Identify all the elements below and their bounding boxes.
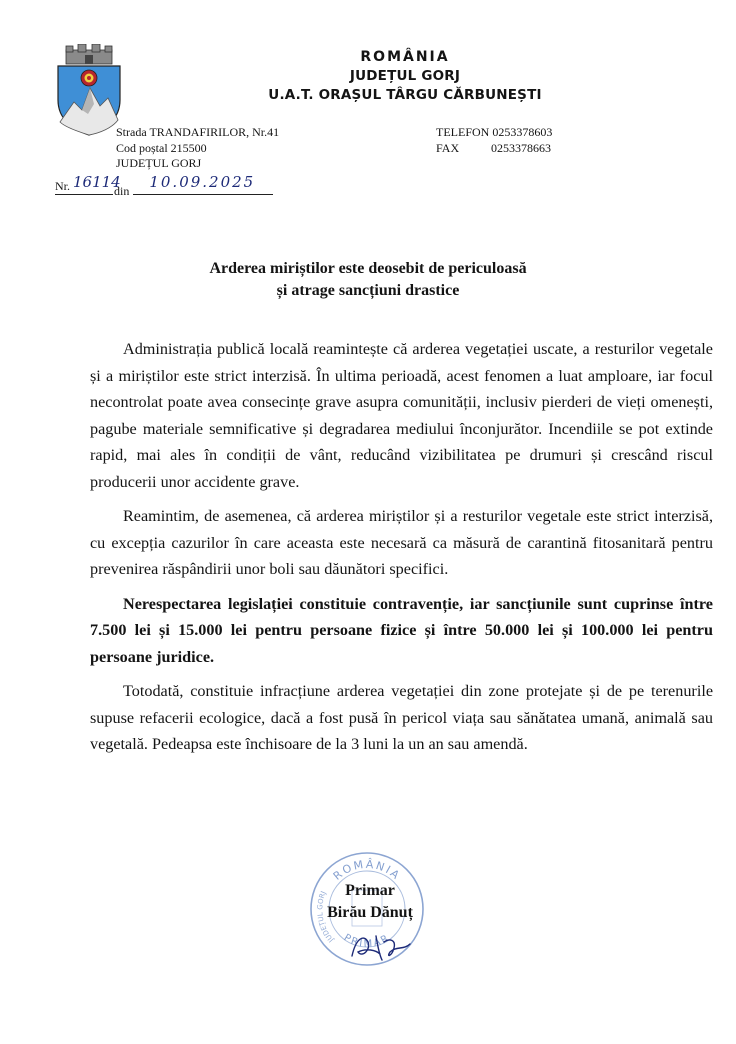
institution-header (225, 48, 585, 105)
phone-number: 0253378603 (492, 125, 553, 139)
phone-label: TELEFON (436, 125, 490, 139)
address-postal: Cod poștal 215500 (116, 140, 207, 155)
title-line-1: Arderea miriștilor este deosebit de periculoasă (209, 260, 527, 277)
paragraph-4: Totodată, constituie infracțiune arderea vegetației din zone protejate și de pe terenurile supuse refacerii ecologice, dacă a fost pusă în pericol viața sau sănătatea umană, animală sau vegetală. Pedeapsa este închisoare de la 3 luni la un an sau amendă. (90, 682, 713, 753)
registration-line (55, 173, 273, 199)
registration-number: 16114 (73, 173, 121, 191)
header-county: JUDEȚUL GORJ (349, 68, 461, 84)
header-country: ROMÂNIA (360, 49, 450, 65)
registration-din-label: din (114, 184, 130, 198)
stamp-left-text: JUDEȚUL GORJ (316, 890, 336, 944)
address-block (116, 125, 279, 172)
paragraph-1: Administrația publică locală reamintește că arderea vegetației uscate, a resturilor vegetale și a miriștilor este strict interzisă. În ultima perioadă, acest fenomen a luat amploare, iar focul necontrolat poate avea consecințe grave asupra comunității, inclusiv pierderi de vieți omenești, pagube materiale semnificative și degradarea mediului înconjurător. Incendiile se pot extinde rapid, mai ales în condiții de vânt, reducând vizibilitatea pe drumuri și crescând riscul producerii unor accidente grave. (90, 340, 713, 491)
contact-block (436, 125, 552, 156)
signature-block (300, 880, 440, 924)
signatory-role: Primar (345, 882, 395, 899)
document-body (90, 336, 713, 766)
signatory-name: Birău Dănuț (327, 904, 413, 921)
header-uat: U.A.T. ORAȘUL TÂRGU CĂRBUNEȘTI (268, 87, 542, 103)
handwritten-signature (346, 928, 416, 964)
paragraph-2: Reamintim, de asemenea, că arderea miriștilor și a resturilor vegetale este strict interzisă, cu excepția cazurilor în care aceasta este necesară ca măsură de carantină fitosanitară pentru prevenirea răspândirii unor boli sau dăunători specifici. (90, 507, 713, 578)
title-line-2: și atrage sancțiuni drastice (276, 282, 460, 299)
coat-of-arms-icon (52, 44, 126, 136)
address-street: Strada TRANDAFIRILOR, Nr.41 (116, 125, 280, 139)
paragraph-3-sanctions: Nerespectarea legislației constituie contravenție, iar sancțiunile sunt cuprinse între 7.500 lei și 15.000 lei pentru persoane fizice și între 50.000 lei și 100.000 lei pentru persoane juridice. (90, 594, 713, 666)
address-county: JUDEȚUL GORJ (116, 156, 202, 170)
stamp-bottom-text: PRIMAR (341, 932, 393, 951)
document-title (150, 258, 586, 302)
fax-number: 0253378663 (491, 140, 551, 155)
fax-label: FAX (436, 140, 460, 155)
registration-date: 10.09.2025 (149, 173, 256, 191)
stamp-top-text: ROMÂNIA (330, 857, 404, 883)
registration-nr-label: Nr. (55, 179, 70, 193)
